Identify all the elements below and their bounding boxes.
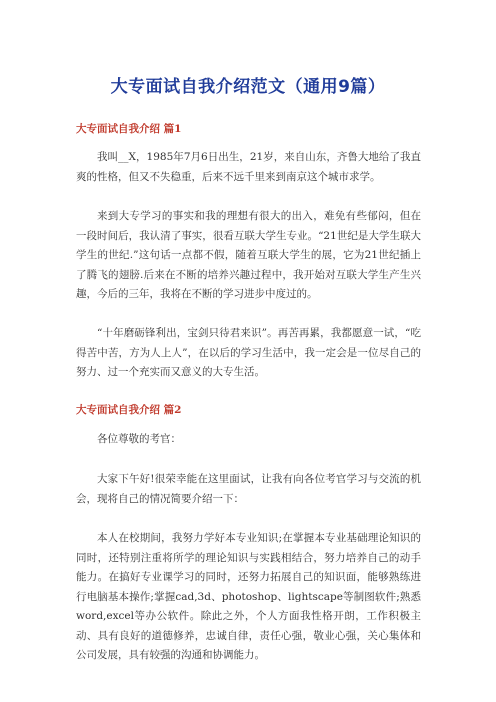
section-heading: 大专面试自我介绍 篇1 [76,123,182,135]
paragraph: “十年磨砺锋利出，宝剑只待君来识”。再苦再累，我都愿意一试，“吃得苦中苦，方为人上人”，在以后的学习生活中，我一定会是一位尽自己的努力、过一个充实而又意义的大专生活。 [76,327,421,378]
paragraph: 大家下午好!很荣幸能在这里面试，让我有向各位考官学习与交流的机会，现将自己的情况简要介绍一下： [76,473,421,505]
section-heading: 大专面试自我介绍 篇2 [76,404,182,416]
paragraph: 我叫__X，1985年7月6日出生，21岁，来自山东，齐鲁大地给了我直爽的性格，但又不失稳重，后来不远千里来到南京这个城市求学。 [76,151,421,183]
page-title: 大专面试自我介绍范文（通用9篇） [110,77,386,97]
greeting: 各位尊敬的考官： [97,433,181,445]
paragraph: 本人在校期间，我努力学好本专业知识;在掌握本专业基础理论知识的同时，还特别注重将所学的理论知识与实践相结合，努力培养自己的动手能力。在搞好专业课学习的同时，还努力拓展自己的知识面，能够熟练进行电脑基本操作;掌握cad,3d、photoshop、lightscape等制图软件;熟悉word,excel等办公软件。除此之外，个人方面我性格开朗，工作积极主动、具有良好的道德修养，忠诚自律，责任心强，敬业心强，关心集体和公司发展，具有较强的沟通和协调能力。 [76,532,421,661]
paragraph: 来到大专学习的事实和我的理想有很大的出入，难免有些郁闷，但在一段时间后，我认清了事实，很看互联大学生专业。“21世纪是大学生联大学生的世纪.”这句话一点都不假，随着互联大学生的展，它为21世纪插上了腾飞的翅膀.后来在不断的培养兴趣过程中，我开始对互联大学生产生兴趣，今后的三年，我将在不断的学习进步中度过的。 [76,210,421,300]
